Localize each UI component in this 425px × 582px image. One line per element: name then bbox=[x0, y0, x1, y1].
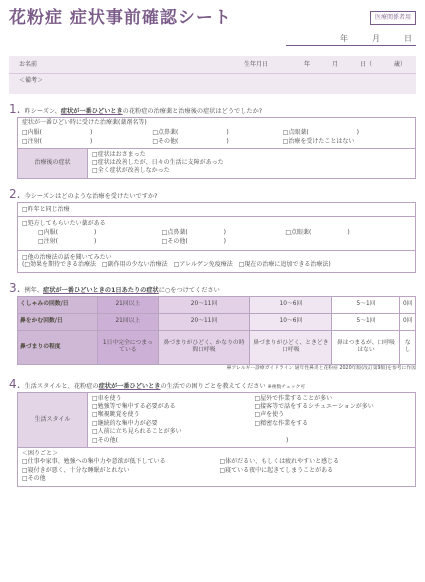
q1-opt-nasal[interactable]: □点鼻薬( ) bbox=[152, 128, 229, 136]
q1-post: の花粉症の治療薬と治療後の症状はどうでしたか? bbox=[122, 108, 263, 115]
trouble-night[interactable]: □寝ている夜中に起きてしまうことがある bbox=[219, 466, 334, 474]
table-cell[interactable]: なし bbox=[400, 330, 416, 364]
q2-other-options[interactable]: (□効果を期待できる治療法 □副作用の少ない治療法 □アレルゲン免疫療法 □現在の治療に追加できる治療法) bbox=[22, 261, 331, 269]
style-outdoor[interactable]: □屋外で作業することが多い bbox=[254, 394, 333, 402]
birth-day: 日（ bbox=[359, 60, 372, 68]
remark-label[interactable]: ＜備考＞ bbox=[19, 77, 44, 84]
q2-opt-eye[interactable]: □点眼薬( ) bbox=[285, 228, 350, 236]
table-cell[interactable]: 21回以上 bbox=[98, 313, 159, 330]
table-cell[interactable]: 10〜6回 bbox=[250, 313, 332, 330]
trouble-sleep[interactable]: □寝付きが悪く、十分な睡眠がとれない bbox=[22, 466, 130, 474]
table-cell[interactable]: 鼻づまりがひどく、かなりの時間口呼吸 bbox=[158, 330, 250, 364]
birth-field[interactable] bbox=[304, 61, 406, 69]
q1-bold: 症状が一番ひどいとき bbox=[60, 108, 123, 115]
table-cell[interactable]: 鼻づまりがひどく、ときどき口呼吸 bbox=[250, 330, 332, 364]
style-public[interactable]: □人前に立ち見られることが多い bbox=[92, 428, 182, 436]
birth-label: 生年月日 bbox=[243, 60, 268, 68]
style-study[interactable]: □勉強等で集中する必要がある bbox=[92, 403, 176, 411]
table-cell[interactable]: 0回 bbox=[400, 296, 416, 313]
q3-pre: 例年、 bbox=[24, 286, 44, 294]
row-label-congestion: 鼻づまりの程度 bbox=[18, 330, 98, 364]
style-voice[interactable]: □声を使う bbox=[254, 411, 285, 419]
q4-number: 4. bbox=[9, 376, 21, 391]
table-cell[interactable]: 20〜11回 bbox=[158, 313, 250, 330]
header bbox=[9, 6, 416, 34]
q1-opt-injection[interactable]: □注射( ) bbox=[22, 138, 93, 145]
q1-opt-other[interactable]: □その他( ) bbox=[152, 138, 229, 145]
q4-heading bbox=[9, 377, 416, 392]
table-cell[interactable]: 21回以上 bbox=[98, 296, 159, 313]
style-focus[interactable]: □継続的な集中力が必要 bbox=[92, 419, 158, 427]
style-senses[interactable]: □喉視眺覚を使う bbox=[92, 411, 140, 419]
style-customer[interactable]: □接客等で話をするシチュエーションが多い bbox=[254, 403, 374, 411]
q2-heading bbox=[9, 187, 416, 202]
table-cell[interactable]: 5〜1回 bbox=[332, 296, 400, 313]
style-car[interactable]: □車を使う bbox=[92, 394, 122, 402]
medical-badge: 医療関係者用 bbox=[370, 11, 416, 25]
q1-state-1[interactable]: □症状はおさまった bbox=[92, 150, 146, 158]
q3-bold: 症状が一番ひどいときの1日あたりの症状 bbox=[43, 286, 159, 294]
symptom-table bbox=[17, 296, 416, 365]
q1-opt-oral[interactable]: □内服( ) bbox=[22, 128, 93, 136]
page-title: 花粉症 症状事前確認シート bbox=[9, 8, 232, 28]
q2-opt-nasal[interactable]: □点鼻薬( ) bbox=[161, 228, 227, 236]
guideline-note: 鼻アレルギー診療ガイドライン 通年性鼻炎と花粉症 2020年版(改訂第9版)を参考に作図 bbox=[226, 365, 416, 371]
q1-med-title: 症状が一番ひどい時に受けた治療薬(薬剤名等) bbox=[22, 119, 147, 126]
q1-opt-none[interactable]: □治療を受けたことはない bbox=[282, 138, 355, 145]
trouble-focus[interactable]: □仕事や家事、勉強への集中力や意欲が低下している bbox=[22, 458, 166, 466]
table-cell[interactable]: 20〜11回 bbox=[158, 296, 250, 313]
date-line[interactable] bbox=[286, 34, 416, 46]
q1-heading bbox=[9, 102, 416, 117]
q2-opt-oral[interactable]: □内服( ) bbox=[38, 228, 97, 236]
q2-box bbox=[17, 202, 416, 273]
q1-opt-eye[interactable]: □点眼薬( ) bbox=[282, 128, 360, 136]
q4-pre: 生活スタイルと、花粉症の bbox=[24, 382, 99, 390]
q3-number: 3. bbox=[9, 280, 21, 295]
birth-year: 年 bbox=[303, 60, 310, 68]
birth-month: 月 bbox=[331, 60, 338, 68]
month-label: 月 bbox=[372, 34, 380, 43]
q2-number: 2. bbox=[9, 186, 21, 201]
row-label-blow: 鼻をかむ回数/日 bbox=[18, 313, 98, 330]
q3-heading bbox=[9, 281, 416, 296]
table-row bbox=[18, 330, 416, 364]
table-cell[interactable]: 鼻はつまるが、口呼吸はない bbox=[332, 330, 400, 364]
q1-state-label: 治療後の症状 bbox=[18, 149, 88, 178]
table-row bbox=[18, 296, 416, 313]
day-label: 日 bbox=[404, 34, 412, 43]
q2-opt-injection[interactable]: □注射( ) bbox=[38, 238, 97, 246]
q1-box bbox=[17, 117, 416, 179]
table-cell[interactable]: 10〜6回 bbox=[250, 296, 332, 313]
q1-state-3[interactable]: □全く症状が改善しなかった bbox=[92, 167, 170, 175]
q4-box bbox=[17, 392, 416, 487]
year-label: 年 bbox=[340, 34, 348, 43]
trouble-other[interactable]: □その他 bbox=[22, 475, 46, 483]
trouble-fatigue[interactable]: □体がだるい、もしくは疲れやすいと感じる bbox=[219, 458, 340, 466]
table-cell[interactable]: 1日中完全につまっている bbox=[98, 330, 159, 364]
lifestyle-label: 生活スタイル bbox=[18, 393, 88, 447]
q2-same[interactable]: □昨年と同じ治療 bbox=[18, 203, 415, 218]
q2-text: 今シーズンはどのような治療を受けたいですか? bbox=[24, 192, 158, 200]
q3-post: に○をつけてください bbox=[158, 286, 220, 294]
q4-post: の生活での困りごとを教えてください bbox=[160, 382, 266, 390]
q2-want[interactable]: □処方してもらいたい薬がある bbox=[22, 220, 106, 228]
q2-other[interactable]: □他の治療法の話を聞いてみたい bbox=[22, 253, 112, 261]
table-cell[interactable]: 0回 bbox=[400, 313, 416, 330]
name-label: お名前 bbox=[19, 60, 38, 68]
q2-opt-other[interactable]: □その他( ) bbox=[161, 238, 227, 246]
style-precision[interactable]: □精密な作業をする bbox=[254, 419, 309, 427]
style-other[interactable]: □その他( ) bbox=[92, 436, 289, 444]
table-row bbox=[18, 313, 416, 330]
q4-bold: 症状が一番ひどいとき bbox=[98, 382, 161, 390]
q1-number: 1. bbox=[9, 102, 21, 116]
q1-pre: 昨シーズン、 bbox=[24, 108, 61, 115]
patient-info bbox=[9, 56, 416, 94]
trouble-label: ＜困りごと＞ bbox=[22, 450, 59, 457]
age-label: 歳） bbox=[393, 60, 406, 68]
q4-multi-note: ※複数チェック可 bbox=[267, 384, 306, 390]
q1-state-2[interactable]: □症状は改善したが、日々の生活に支障があった bbox=[92, 158, 224, 166]
row-label-sneeze: くしゃみの回数/日 bbox=[18, 296, 98, 313]
table-cell[interactable]: 5〜1回 bbox=[332, 313, 400, 330]
